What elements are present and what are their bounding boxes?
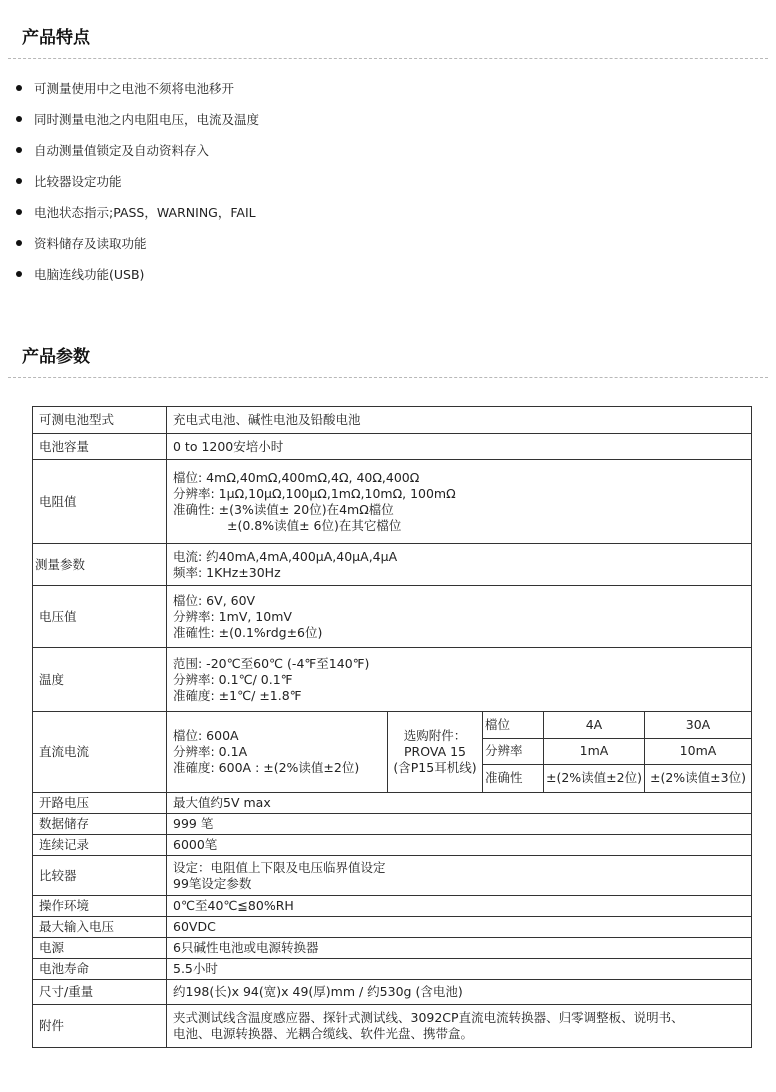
feature-item: 资料储存及读取功能 (16, 228, 776, 259)
table-row (33, 712, 752, 793)
specs-divider (8, 377, 768, 378)
spec-value: 约198(长)x 94(宽)x 49(厚)mm / 约530g (含电池) (167, 980, 752, 1005)
spec-label: 开路电压 (33, 793, 167, 814)
spec-value: 999 笔 (167, 814, 752, 835)
temperature-accuracy: 准確度: ±1℃/ ±1.8℉ (173, 687, 302, 703)
table-row (33, 407, 752, 434)
resistance-accuracy: 准确性: ±(3%读值± 20位)在4mΩ檔位 (173, 501, 394, 517)
table-row (33, 959, 752, 980)
spec-label: 连续记录 (33, 835, 167, 856)
sub-range-4a: 4A (544, 712, 645, 738)
table-row (33, 793, 752, 814)
table-row (33, 434, 752, 460)
spec-value (167, 712, 752, 793)
spec-label: 电压值 (33, 586, 167, 648)
feature-item: 比较器设定功能 (16, 166, 776, 197)
measure-current: 电流: 约40mA,4mA,400μA,40μA,4μA (173, 548, 398, 564)
spec-value (167, 586, 752, 648)
spec-label: 可测电池型式 (33, 407, 167, 434)
table-row (33, 648, 752, 712)
feature-item: 可测量使用中之电池不须将电池移开 (16, 73, 776, 104)
spec-value (167, 460, 752, 544)
spec-value (167, 544, 752, 586)
spec-value (167, 1005, 752, 1048)
table-row (33, 917, 752, 938)
sub-range-30a: 30A (645, 712, 752, 738)
dc-range: 檔位: 600A (173, 728, 239, 743)
spec-value: 6000笔 (167, 835, 752, 856)
sub-res-label: 分辨率 (483, 738, 544, 764)
spec-label: 直流电流 (33, 712, 167, 793)
spec-value: 0℃至40℃≦80%RH (167, 896, 752, 917)
dc-resolution: 分辨率: 0.1A (173, 744, 248, 759)
table-row (33, 980, 752, 1005)
dc-option (388, 712, 483, 792)
measure-frequency: 频率: 1KHz±30Hz (173, 564, 281, 580)
table-row (33, 544, 752, 586)
spec-label: 温度 (33, 648, 167, 712)
spec-value: 60VDC (167, 917, 752, 938)
feature-item: 电池状态指示;PASS，WARNING，FAIL (16, 197, 776, 228)
dc-accuracy: 准確度: 600A : ±(2%读值±2位) (173, 760, 360, 775)
table-row (33, 460, 752, 544)
features-title: 产品特点 (22, 28, 90, 48)
table-row (33, 896, 752, 917)
accessories-line2: 电池、电源转换器、光耦合缆线、软件光盘、携带盒。 (173, 1026, 474, 1041)
temperature-resolution: 分辨率: 0.1℃/ 0.1℉ (173, 671, 293, 687)
spec-value: 6只碱性电池或电源转换器 (167, 938, 752, 959)
spec-value: 充电式电池、碱性电池及铅酸电池 (167, 407, 752, 434)
resistance-accuracy-other: ±(0.8%读值± 6位)在其它檔位 (227, 517, 402, 533)
sub-range-label: 檔位 (483, 712, 544, 738)
feature-item: 同时测量电池之内电阻电压，电流及温度 (16, 104, 776, 135)
spec-label: 电阻值 (33, 460, 167, 544)
resistance-range: 檔位: 4mΩ,40mΩ,400mΩ,4Ω, 40Ω,400Ω (173, 469, 420, 485)
accessories-line1: 夹式测试线含温度感应器、探针式测试线、3092CP直流电流转换器、归零调整板、说明书、 (173, 1010, 684, 1025)
spec-table (32, 406, 752, 1048)
sub-res-30a: 10mA (645, 738, 752, 764)
sub-acc-30a: ±(2%读值±3位) (645, 764, 752, 792)
comparator-count: 99笔设定参数 (173, 875, 252, 891)
table-row (33, 856, 752, 896)
feature-list (0, 59, 776, 290)
spec-label: 电源 (33, 938, 167, 959)
spec-label: 附件 (33, 1005, 167, 1048)
voltage-accuracy: 准確性: ±(0.1%rdg±6位) (173, 624, 323, 640)
table-row (33, 938, 752, 959)
dc-current-subtable (167, 712, 751, 792)
spec-label: 电池容量 (33, 434, 167, 460)
spec-label: 数据储存 (33, 814, 167, 835)
dc-option-model: PROVA 15 (403, 744, 467, 759)
spec-label: 电池寿命 (33, 959, 167, 980)
spec-label: 测量参数 (33, 544, 167, 586)
voltage-resolution: 分辨率: 1mV, 10mV (173, 608, 292, 624)
table-row (33, 814, 752, 835)
sub-acc-label: 准确性 (483, 764, 544, 792)
spec-label: 比较器 (33, 856, 167, 896)
table-row (33, 835, 752, 856)
temperature-range: 范围: -20℃至60℃ (-4℉至140℉) (173, 655, 370, 671)
voltage-range: 檔位: 6V, 60V (173, 592, 256, 608)
table-row (33, 586, 752, 648)
dc-option-title: 选购附件： (403, 728, 467, 743)
sub-acc-4a: ±(2%读值±2位) (544, 764, 645, 792)
table-row (33, 1005, 752, 1048)
spec-label: 操作环境 (33, 896, 167, 917)
feature-item: 电脑连线功能(USB) (16, 259, 776, 290)
dc-option-note: (含P15耳机线) (393, 760, 477, 775)
spec-value (167, 648, 752, 712)
spec-label: 最大输入电压 (33, 917, 167, 938)
spec-value: 5.5小时 (167, 959, 752, 980)
spec-label: 尺寸/重量 (33, 980, 167, 1005)
resistance-resolution: 分辨率: 1μΩ,10μΩ,100μΩ,1mΩ,10mΩ, 100mΩ (173, 485, 456, 501)
sub-res-4a: 1mA (544, 738, 645, 764)
spec-value: 最大值约5V max (167, 793, 752, 814)
feature-item: 自动测量值锁定及自动资料存入 (16, 135, 776, 166)
specs-title: 产品参数 (22, 347, 90, 367)
dc-current-main (167, 712, 388, 792)
spec-value (167, 856, 752, 896)
spec-value: 0 to 1200安培小时 (167, 434, 752, 460)
comparator-setting: 设定：电阻值上下限及电压临界值设定 (173, 859, 386, 875)
